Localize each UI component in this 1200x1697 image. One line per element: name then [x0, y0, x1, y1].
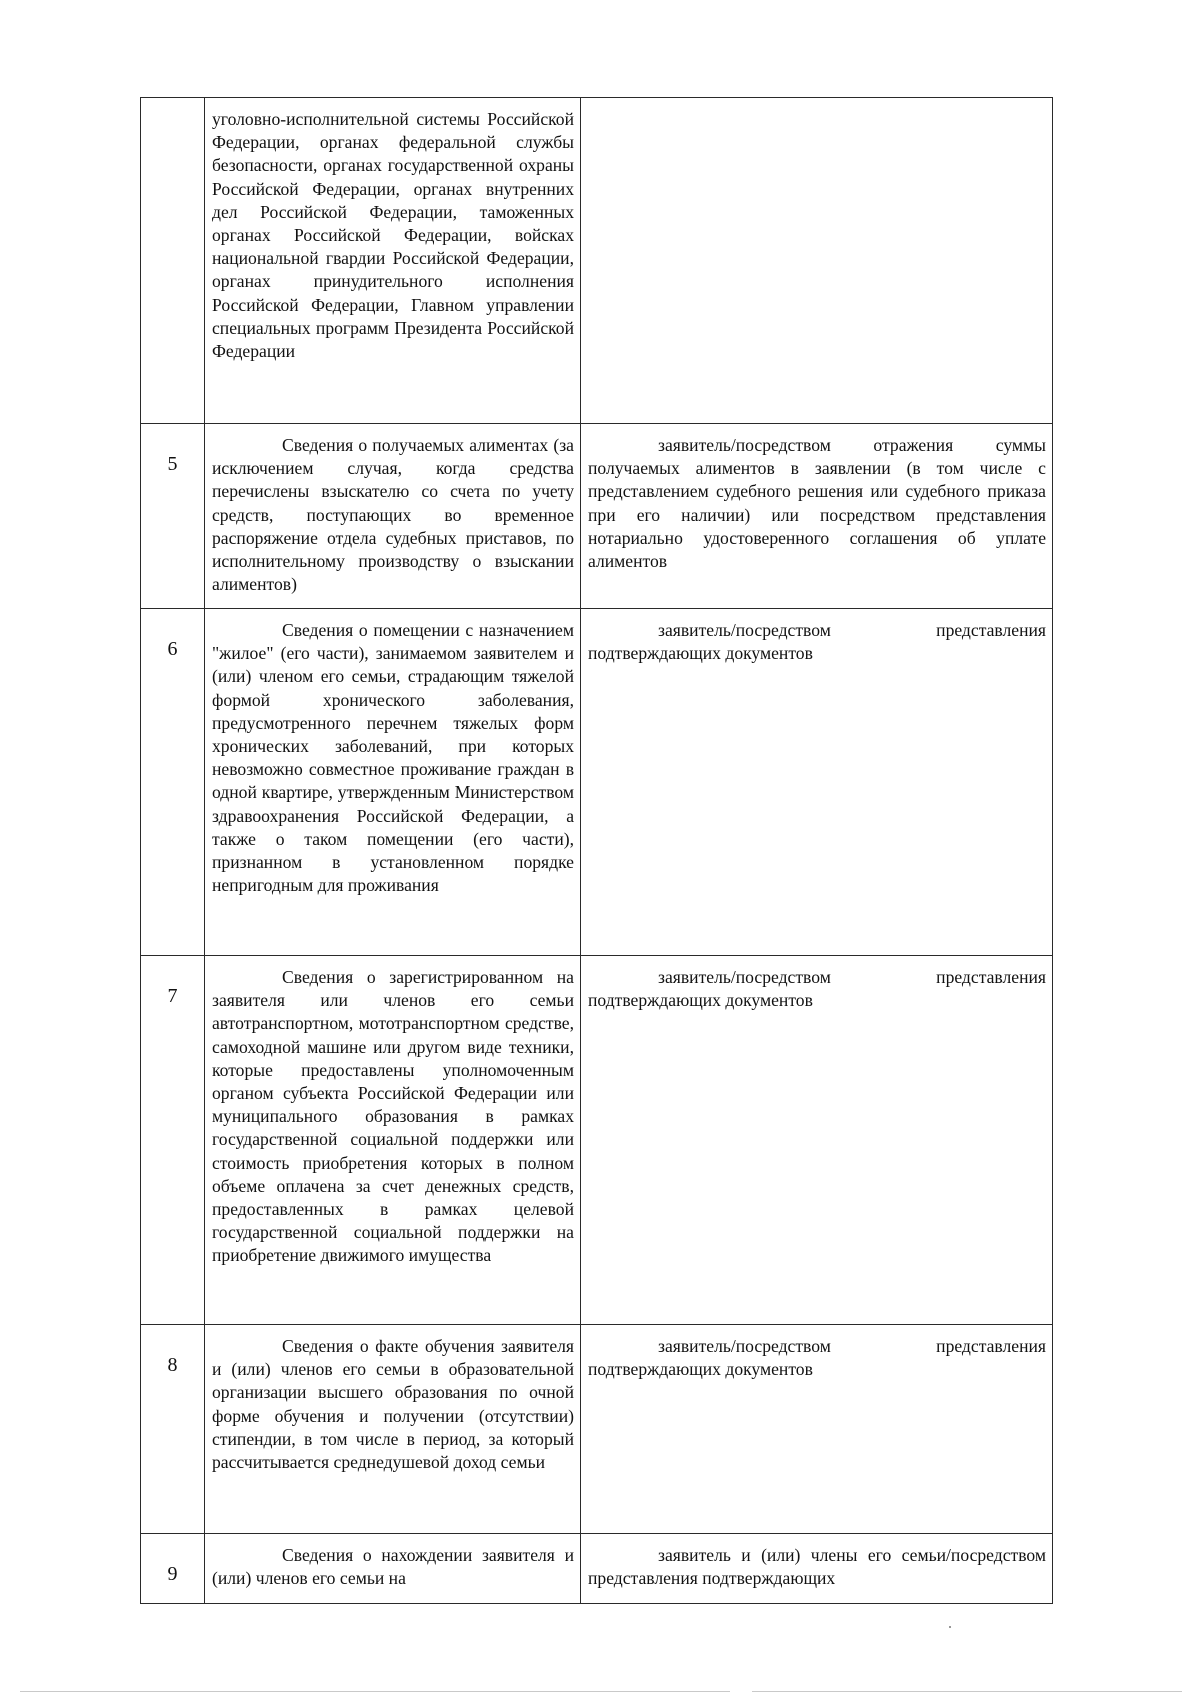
- row-number-cell: [141, 98, 205, 424]
- data-sources-table: [140, 97, 1053, 1604]
- table-row: [141, 1534, 1053, 1604]
- row-number-cell: 6: [141, 609, 205, 956]
- source-cell: заявитель/посредством представления подтверждающих документов: [581, 609, 1053, 956]
- source-cell: заявитель/посредством представления подтверждающих документов: [581, 1325, 1053, 1534]
- description-cell: Сведения о помещении с назначением "жилое" (его части), занимаемом заявителем и (или) членом его семьи, страдающим тяжелой формой хронического заболевания, предусмотренного перечнем тяжелых форм хронических заболеваний, при которых невозможно совместное проживание граждан в одной квартире, утвержденным Министерством здравоохранения Российской Федерации, а также о таком помещении (его части), признанном в установленном порядке непригодным для проживания: [205, 609, 581, 956]
- scan-speck: [949, 1626, 951, 1628]
- description-cell: Сведения о факте обучения заявителя и (или) членов его семьи в образовательной организации высшего образования по очной форме обучения и получении (отсутствии) стипендии, в том числе в период, за который рассчитывается среднедушевой доход семьи: [205, 1325, 581, 1534]
- source-cell: заявитель и (или) члены его семьи/посредством представления подтверждающих: [581, 1534, 1053, 1604]
- table-row: [141, 424, 1053, 609]
- source-cell: [581, 98, 1053, 424]
- source-cell: заявитель/посредством представления подтверждающих документов: [581, 956, 1053, 1325]
- description-cell: уголовно-исполнительной системы Российской Федерации, органах федеральной службы безопасности, органах государственной охраны Российской Федерации, органах внутренних дел Российской Федерации, таможенных органах Российской Федерации, войсках национальной гвардии Российской Федерации, органах принудительного исполнения Российской Федерации, Главном управлении специальных программ Президента Российской Федерации: [205, 98, 581, 424]
- table-row: [141, 609, 1053, 956]
- description-cell: Сведения о нахождении заявителя и (или) членов его семьи на: [205, 1534, 581, 1604]
- table-row: [141, 956, 1053, 1325]
- scan-edge-line: [20, 1691, 730, 1692]
- description-cell: Сведения о зарегистрированном на заявителя или членов его семьи автотранспортном, мототранспортном средстве, самоходной машине или другом виде техники, которые предоставлены уполномоченным органом субъекта Российской Федерации или муниципального образования в рамках государственной социальной поддержки или стоимость приобретения которых в полном объеме оплачена за счет денежных средств, предоставленных в рамках целевой государственной социальной поддержки на приобретение движимого имущества: [205, 956, 581, 1325]
- table-row: [141, 1325, 1053, 1534]
- description-cell: Сведения о получаемых алиментах (за исключением случая, когда средства перечислены взыскателю со счета по учету средств, поступающих во временное распоряжение отдела судебных приставов, по исполнительному производству о взыскании алиментов): [205, 424, 581, 609]
- row-number-cell: 8: [141, 1325, 205, 1534]
- row-number-cell: 7: [141, 956, 205, 1325]
- scan-edge-line: [752, 1691, 1182, 1692]
- row-number-cell: 9: [141, 1534, 205, 1604]
- source-cell: заявитель/посредством отражения суммы получаемых алиментов в заявлении (в том числе с представлением судебного решения или судебного приказа при его наличии) или посредством представления нотариально удостоверенного соглашения об уплате алиментов: [581, 424, 1053, 609]
- table-row: [141, 98, 1053, 424]
- row-number-cell: 5: [141, 424, 205, 609]
